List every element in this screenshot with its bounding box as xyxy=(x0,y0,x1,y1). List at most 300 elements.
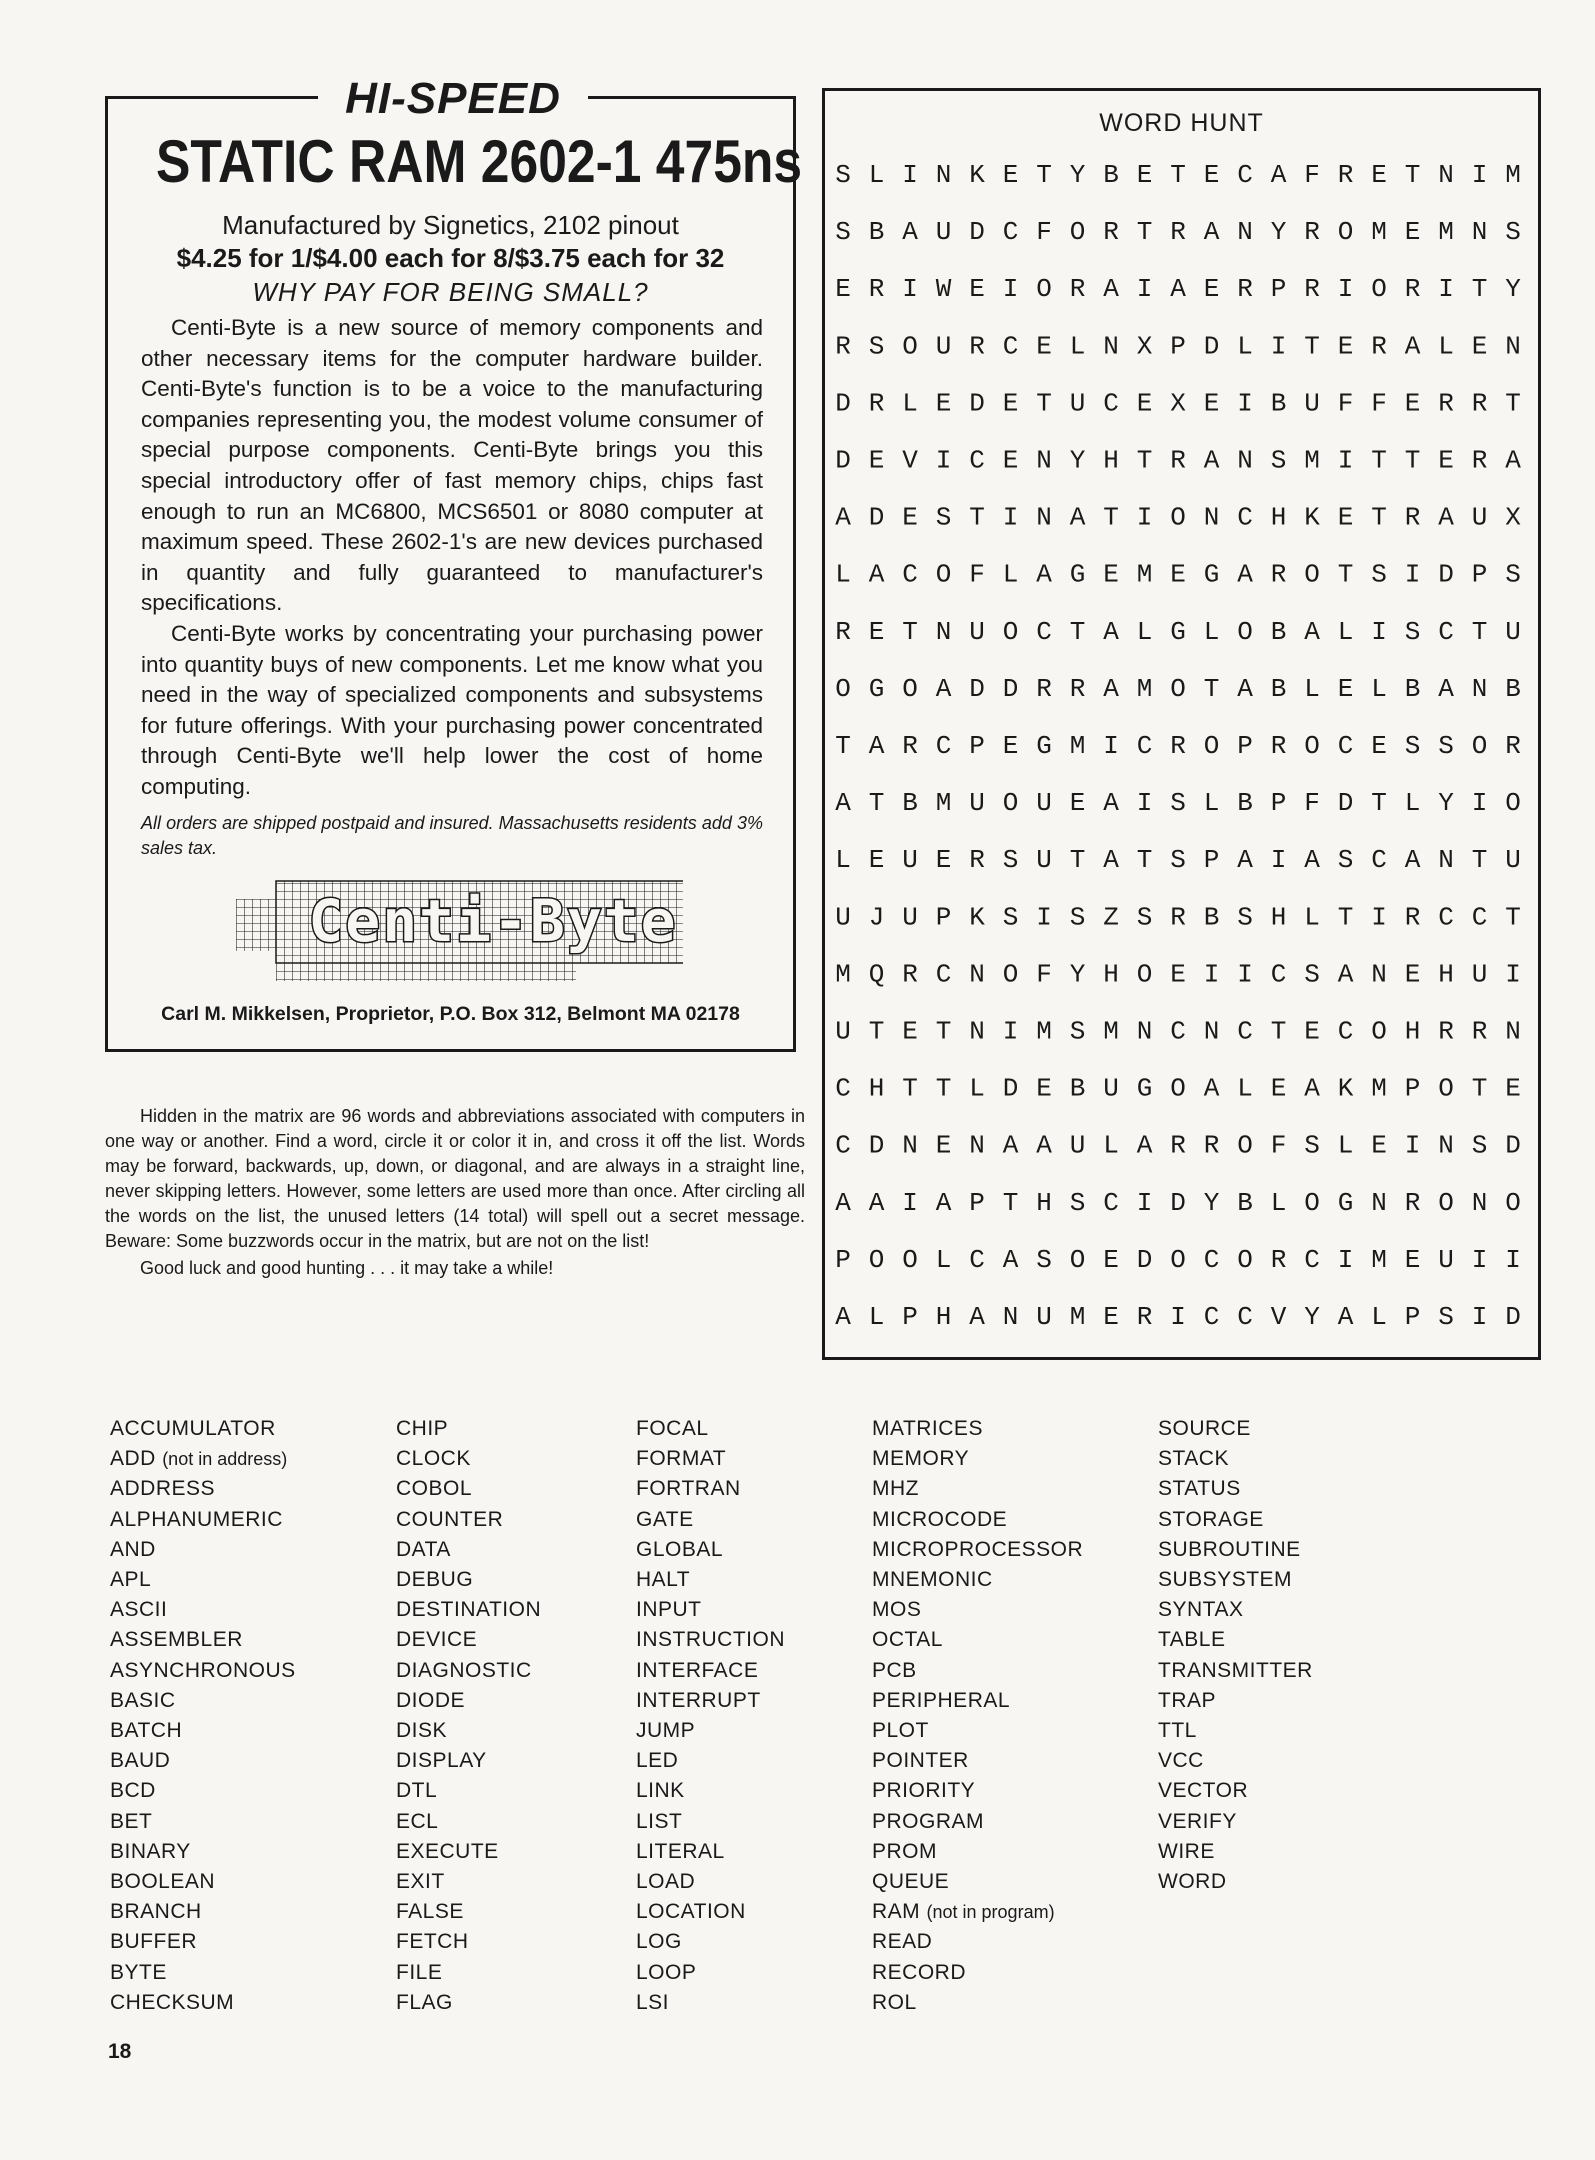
matrix-letter[interactable]: B xyxy=(1270,388,1287,419)
word-list-item[interactable] xyxy=(636,1927,785,1957)
matrix-letter[interactable]: T xyxy=(1404,160,1421,190)
matrix-letter[interactable]: O xyxy=(1069,1244,1086,1275)
matrix-letter[interactable]: R xyxy=(1170,445,1186,476)
matrix-letter[interactable]: E xyxy=(1404,217,1421,248)
matrix-letter[interactable]: O xyxy=(1170,1073,1186,1104)
matrix-letter[interactable]: S xyxy=(1136,902,1153,933)
matrix-letter[interactable]: S xyxy=(1505,559,1521,590)
matrix-letter[interactable]: E xyxy=(1337,502,1354,533)
matrix-letter[interactable]: C xyxy=(1237,502,1253,533)
matrix-letter[interactable]: K xyxy=(969,160,985,190)
matrix-letter[interactable]: A xyxy=(835,788,851,819)
word-list-item[interactable] xyxy=(636,1958,785,1988)
matrix-letter[interactable]: I xyxy=(1270,331,1287,362)
matrix-letter[interactable]: E xyxy=(1505,1073,1521,1104)
matrix-letter[interactable]: M xyxy=(1304,445,1320,476)
word-list-item[interactable] xyxy=(110,1927,296,1957)
matrix-letter[interactable]: R xyxy=(1237,274,1253,305)
word-list-item[interactable] xyxy=(396,1414,541,1444)
matrix-letter[interactable]: U xyxy=(1036,788,1052,819)
matrix-letter[interactable]: C xyxy=(835,1073,851,1104)
word-list-item[interactable] xyxy=(1158,1535,1313,1565)
matrix-letter[interactable]: E xyxy=(1103,559,1119,590)
matrix-letter[interactable]: E xyxy=(1337,673,1354,704)
matrix-letter[interactable]: R xyxy=(902,731,918,761)
word-list-item[interactable] xyxy=(872,1656,1083,1686)
word-list-item[interactable] xyxy=(872,1444,1083,1474)
matrix-letter[interactable]: O xyxy=(1136,959,1153,990)
matrix-letter[interactable]: K xyxy=(1337,1073,1354,1104)
word-list-item[interactable] xyxy=(110,1686,296,1716)
matrix-letter[interactable]: X xyxy=(1505,502,1521,533)
matrix-letter[interactable]: M xyxy=(1371,1244,1387,1275)
matrix-letter[interactable]: O xyxy=(1304,731,1320,761)
matrix-letter[interactable]: S xyxy=(1337,845,1354,876)
matrix-letter[interactable]: I xyxy=(1471,1302,1488,1332)
matrix-letter[interactable]: U xyxy=(1438,1244,1454,1275)
matrix-letter[interactable]: O xyxy=(902,331,918,362)
matrix-letter[interactable]: S xyxy=(1069,902,1086,933)
matrix-letter[interactable]: I xyxy=(1438,274,1454,305)
matrix-letter[interactable]: T xyxy=(1170,160,1186,190)
word-list-item[interactable] xyxy=(636,1746,785,1776)
matrix-letter[interactable]: D xyxy=(835,388,851,419)
word-list-item[interactable] xyxy=(872,1927,1083,1957)
matrix-letter[interactable]: G xyxy=(1036,731,1052,761)
matrix-letter[interactable]: Y xyxy=(1270,217,1287,248)
matrix-letter[interactable]: A xyxy=(1337,959,1354,990)
matrix-letter[interactable]: N xyxy=(1036,502,1052,533)
matrix-letter[interactable]: E xyxy=(1002,731,1019,761)
matrix-letter[interactable]: C xyxy=(1103,388,1119,419)
word-list-item[interactable] xyxy=(872,1837,1083,1867)
matrix-letter[interactable]: U xyxy=(969,616,985,647)
matrix-letter[interactable]: C xyxy=(1103,1187,1119,1218)
matrix-letter[interactable]: N xyxy=(1505,1016,1521,1047)
matrix-letter[interactable]: L xyxy=(1337,1130,1354,1161)
matrix-letter[interactable]: A xyxy=(1505,445,1521,476)
matrix-letter[interactable]: E xyxy=(1404,388,1421,419)
word-list-item[interactable] xyxy=(110,1897,296,1927)
matrix-letter[interactable]: S xyxy=(1471,1130,1488,1161)
matrix-letter[interactable]: M xyxy=(1136,673,1153,704)
matrix-letter[interactable]: P xyxy=(1270,274,1287,305)
matrix-letter[interactable]: U xyxy=(902,902,918,933)
word-list-item[interactable] xyxy=(872,1595,1083,1625)
matrix-letter[interactable]: D xyxy=(1337,788,1354,819)
matrix-letter[interactable]: A xyxy=(1237,559,1253,590)
matrix-letter[interactable]: S xyxy=(935,502,952,533)
matrix-letter[interactable]: A xyxy=(1103,274,1119,305)
matrix-letter[interactable]: E xyxy=(935,388,952,419)
matrix-letter[interactable]: K xyxy=(969,902,985,933)
word-list-item[interactable] xyxy=(1158,1444,1313,1474)
matrix-letter[interactable]: E xyxy=(1002,160,1019,190)
word-list-item[interactable] xyxy=(110,1716,296,1746)
matrix-letter[interactable]: E xyxy=(1136,160,1153,190)
matrix-letter[interactable]: N xyxy=(1471,217,1488,248)
matrix-letter[interactable]: T xyxy=(1505,388,1521,419)
word-list-item[interactable] xyxy=(110,1746,296,1776)
matrix-letter[interactable]: D xyxy=(1002,1073,1019,1104)
matrix-letter[interactable]: B xyxy=(1404,673,1421,704)
matrix-letter[interactable]: E xyxy=(1036,331,1052,362)
matrix-letter[interactable]: R xyxy=(1304,217,1320,248)
matrix-letter[interactable]: E xyxy=(902,502,918,533)
word-list-item[interactable] xyxy=(636,1897,785,1927)
matrix-letter[interactable]: N xyxy=(1136,1016,1153,1047)
matrix-letter[interactable]: U xyxy=(1505,616,1521,647)
matrix-letter[interactable]: G xyxy=(1203,559,1220,590)
matrix-letter[interactable]: C xyxy=(1237,160,1253,190)
matrix-letter[interactable]: R xyxy=(1337,160,1354,190)
matrix-letter[interactable]: A xyxy=(835,502,851,533)
matrix-letter[interactable]: D xyxy=(969,388,985,419)
word-list-item[interactable] xyxy=(396,1505,541,1535)
matrix-letter[interactable]: N xyxy=(1471,673,1488,704)
matrix-letter[interactable]: E xyxy=(868,445,885,476)
matrix-letter[interactable]: D xyxy=(835,445,851,476)
matrix-letter[interactable]: R xyxy=(1438,388,1454,419)
word-list-item[interactable] xyxy=(1158,1746,1313,1776)
matrix-letter[interactable]: H xyxy=(868,1073,885,1104)
matrix-letter[interactable]: O xyxy=(1002,788,1019,819)
matrix-letter[interactable]: S xyxy=(835,160,851,190)
matrix-letter[interactable]: L xyxy=(902,388,918,419)
matrix-letter[interactable]: Y xyxy=(1069,959,1086,990)
word-list-item[interactable] xyxy=(110,1625,296,1655)
matrix-letter[interactable]: T xyxy=(1337,559,1354,590)
matrix-letter[interactable]: S xyxy=(1069,1187,1086,1218)
matrix-letter[interactable]: A xyxy=(1203,217,1220,248)
matrix-letter[interactable]: E xyxy=(1170,559,1186,590)
matrix-letter[interactable]: B xyxy=(1270,616,1287,647)
matrix-letter[interactable]: M xyxy=(835,959,851,990)
word-list-item[interactable] xyxy=(872,1474,1083,1504)
word-list-item[interactable] xyxy=(396,1988,541,2018)
matrix-letter[interactable]: C xyxy=(902,559,918,590)
word-list-item[interactable] xyxy=(1158,1867,1313,1897)
matrix-letter[interactable]: A xyxy=(902,217,918,248)
word-list-item[interactable] xyxy=(396,1625,541,1655)
matrix-letter[interactable]: H xyxy=(935,1302,952,1332)
matrix-letter[interactable]: T xyxy=(1371,445,1387,476)
matrix-letter[interactable]: L xyxy=(1337,616,1354,647)
matrix-letter[interactable]: Y xyxy=(1304,1302,1320,1332)
matrix-letter[interactable]: B xyxy=(868,217,885,248)
matrix-letter[interactable]: L xyxy=(935,1244,952,1275)
word-list-item[interactable] xyxy=(396,1776,541,1806)
matrix-letter[interactable]: N xyxy=(1471,1187,1488,1218)
word-list-item[interactable] xyxy=(636,1807,785,1837)
matrix-letter[interactable]: I xyxy=(902,274,918,305)
word-list-item[interactable] xyxy=(1158,1776,1313,1806)
word-list-item[interactable] xyxy=(1158,1656,1313,1686)
matrix-letter[interactable]: C xyxy=(1438,902,1454,933)
word-list-item[interactable] xyxy=(872,1776,1083,1806)
matrix-letter[interactable]: R xyxy=(969,331,985,362)
matrix-letter[interactable]: A xyxy=(1103,616,1119,647)
matrix-letter[interactable]: E xyxy=(1404,1244,1421,1275)
matrix-letter[interactable]: U xyxy=(1069,1130,1086,1161)
matrix-letter[interactable]: M xyxy=(1371,217,1387,248)
matrix-letter[interactable]: R xyxy=(902,959,918,990)
matrix-letter[interactable]: O xyxy=(1002,959,1019,990)
word-list-item[interactable] xyxy=(636,1535,785,1565)
matrix-letter[interactable]: T xyxy=(969,502,985,533)
word-list-item[interactable] xyxy=(636,1414,785,1444)
matrix-letter[interactable]: O xyxy=(835,673,851,704)
matrix-letter[interactable]: B xyxy=(1270,673,1287,704)
matrix-letter[interactable]: O xyxy=(935,559,952,590)
matrix-letter[interactable]: M xyxy=(1103,1016,1119,1047)
matrix-letter[interactable]: B xyxy=(1505,673,1521,704)
matrix-letter[interactable]: U xyxy=(1304,388,1320,419)
matrix-letter[interactable]: S xyxy=(1404,616,1421,647)
matrix-letter[interactable]: T xyxy=(1036,160,1052,190)
matrix-letter[interactable]: T xyxy=(1136,445,1153,476)
matrix-letter[interactable]: E xyxy=(902,1016,918,1047)
word-list-item[interactable] xyxy=(396,1565,541,1595)
matrix-letter[interactable]: L xyxy=(1371,1302,1387,1332)
matrix-letter[interactable]: H xyxy=(1270,902,1287,933)
word-list-item[interactable] xyxy=(110,1867,296,1897)
matrix-letter[interactable]: R xyxy=(835,616,851,647)
word-list-item[interactable] xyxy=(1158,1474,1313,1504)
matrix-letter[interactable]: R xyxy=(1471,1016,1488,1047)
word-list-item[interactable] xyxy=(872,1867,1083,1897)
word-list-item[interactable] xyxy=(110,1535,296,1565)
word-list-item[interactable] xyxy=(636,1565,785,1595)
matrix-letter[interactable]: N xyxy=(1438,160,1454,190)
matrix-letter[interactable]: R xyxy=(1170,902,1186,933)
matrix-letter[interactable]: A xyxy=(1304,616,1320,647)
matrix-letter[interactable]: N xyxy=(935,616,952,647)
matrix-letter[interactable]: Y xyxy=(1505,274,1521,305)
matrix-letter[interactable]: T xyxy=(868,1016,885,1047)
matrix-letter[interactable]: L xyxy=(1304,673,1320,704)
word-list-item[interactable] xyxy=(1158,1565,1313,1595)
matrix-letter[interactable]: A xyxy=(935,673,952,704)
matrix-letter[interactable]: I xyxy=(1136,788,1153,819)
matrix-letter[interactable]: O xyxy=(902,673,918,704)
matrix-letter[interactable]: R xyxy=(1371,331,1387,362)
matrix-letter[interactable]: N xyxy=(1203,502,1220,533)
word-list-item[interactable] xyxy=(110,1988,296,2018)
word-list-item[interactable] xyxy=(396,1656,541,1686)
matrix-letter[interactable]: N xyxy=(1371,1187,1387,1218)
word-list-item[interactable] xyxy=(396,1444,541,1474)
matrix-letter[interactable]: I xyxy=(1036,902,1052,933)
matrix-letter[interactable]: A xyxy=(835,1187,851,1218)
matrix-letter[interactable]: S xyxy=(1304,1130,1320,1161)
matrix-letter[interactable]: P xyxy=(1237,731,1253,761)
matrix-letter[interactable]: T xyxy=(1471,1073,1488,1104)
matrix-letter[interactable]: U xyxy=(1505,845,1521,876)
matrix-letter[interactable]: N xyxy=(935,160,952,190)
word-list-item[interactable] xyxy=(396,1474,541,1504)
word-list-item[interactable] xyxy=(872,1958,1083,1988)
matrix-letter[interactable]: T xyxy=(1203,673,1220,704)
matrix-letter[interactable]: I xyxy=(1471,788,1488,819)
matrix-letter[interactable]: O xyxy=(1069,217,1086,248)
matrix-letter[interactable]: N xyxy=(1438,845,1454,876)
matrix-letter[interactable]: E xyxy=(835,274,851,305)
matrix-letter[interactable]: U xyxy=(1036,1302,1052,1332)
matrix-letter[interactable]: T xyxy=(1036,388,1052,419)
matrix-letter[interactable]: T xyxy=(868,788,885,819)
matrix-letter[interactable]: L xyxy=(868,1302,885,1332)
matrix-letter[interactable]: O xyxy=(1438,1073,1454,1104)
matrix-letter[interactable]: R xyxy=(1505,731,1521,761)
matrix-letter[interactable]: P xyxy=(1404,1073,1421,1104)
matrix-letter[interactable]: L xyxy=(1237,1073,1253,1104)
matrix-letter[interactable]: R xyxy=(1069,673,1086,704)
matrix-letter[interactable]: A xyxy=(1103,845,1119,876)
word-list-item[interactable] xyxy=(872,1535,1083,1565)
matrix-letter[interactable]: O xyxy=(1170,502,1186,533)
matrix-letter[interactable]: R xyxy=(1404,274,1421,305)
matrix-letter[interactable]: M xyxy=(1036,1016,1052,1047)
matrix-letter[interactable]: X xyxy=(1136,331,1153,362)
matrix-letter[interactable]: R xyxy=(1438,1016,1454,1047)
matrix-letter[interactable]: D xyxy=(1170,1187,1186,1218)
matrix-letter[interactable]: B xyxy=(1103,160,1119,190)
matrix-letter[interactable]: S xyxy=(1002,902,1019,933)
matrix-letter[interactable]: D xyxy=(1002,673,1019,704)
matrix-letter[interactable]: R xyxy=(969,845,985,876)
matrix-letter[interactable]: S xyxy=(1371,559,1387,590)
matrix-letter[interactable]: A xyxy=(1438,673,1454,704)
matrix-letter[interactable]: O xyxy=(1337,217,1354,248)
matrix-letter[interactable]: L xyxy=(969,1073,985,1104)
matrix-letter[interactable]: P xyxy=(835,1244,851,1275)
matrix-letter[interactable]: T xyxy=(1471,616,1488,647)
matrix-letter[interactable]: S xyxy=(1505,217,1521,248)
matrix-letter[interactable]: G xyxy=(1337,1187,1354,1218)
matrix-letter[interactable]: A xyxy=(1203,445,1220,476)
matrix-letter[interactable]: A xyxy=(969,1302,985,1332)
matrix-letter[interactable]: B xyxy=(902,788,918,819)
matrix-letter[interactable]: A xyxy=(1404,331,1421,362)
matrix-letter[interactable]: I xyxy=(1337,274,1354,305)
matrix-letter[interactable]: O xyxy=(1304,1187,1320,1218)
matrix-letter[interactable]: B xyxy=(1203,902,1220,933)
matrix-letter[interactable]: N xyxy=(1505,331,1521,362)
matrix-letter[interactable]: C xyxy=(969,1244,985,1275)
matrix-letter[interactable]: E xyxy=(1371,731,1387,761)
matrix-letter[interactable]: O xyxy=(1203,731,1220,761)
word-list-item[interactable] xyxy=(1158,1716,1313,1746)
matrix-letter[interactable]: R xyxy=(1404,502,1421,533)
matrix-letter[interactable]: E xyxy=(1404,959,1421,990)
word-list-item[interactable] xyxy=(110,1776,296,1806)
matrix-letter[interactable]: U xyxy=(1471,959,1488,990)
matrix-letter[interactable]: S xyxy=(868,331,885,362)
matrix-letter[interactable]: R xyxy=(1170,1130,1186,1161)
matrix-letter[interactable]: I xyxy=(902,1187,918,1218)
matrix-letter[interactable]: I xyxy=(902,160,918,190)
matrix-letter[interactable]: A xyxy=(868,559,885,590)
matrix-letter[interactable]: E xyxy=(1103,1244,1119,1275)
matrix-letter[interactable]: O xyxy=(1438,1187,1454,1218)
matrix-letter[interactable]: L xyxy=(1136,616,1153,647)
word-list-item[interactable] xyxy=(872,1716,1083,1746)
matrix-letter[interactable]: I xyxy=(1371,616,1387,647)
matrix-letter[interactable]: A xyxy=(1304,845,1320,876)
matrix-letter[interactable]: P xyxy=(1170,331,1186,362)
matrix-letter[interactable]: B xyxy=(1237,1187,1253,1218)
word-list-item[interactable] xyxy=(1158,1837,1313,1867)
matrix-letter[interactable]: F xyxy=(1371,388,1387,419)
matrix-letter[interactable]: I xyxy=(1136,274,1153,305)
matrix-letter[interactable]: O xyxy=(1237,616,1253,647)
word-list-item[interactable] xyxy=(1158,1595,1313,1625)
word-list-item[interactable] xyxy=(396,1897,541,1927)
word-list-item[interactable] xyxy=(110,1958,296,1988)
matrix-letter[interactable]: I xyxy=(1002,1016,1019,1047)
matrix-letter[interactable]: M xyxy=(1505,160,1521,190)
matrix-letter[interactable]: H xyxy=(1270,502,1287,533)
word-list-item[interactable] xyxy=(636,1595,785,1625)
matrix-letter[interactable]: C xyxy=(1203,1244,1220,1275)
matrix-letter[interactable]: C xyxy=(1304,1244,1320,1275)
matrix-letter[interactable]: D xyxy=(868,502,885,533)
matrix-letter[interactable]: O xyxy=(1371,274,1387,305)
matrix-letter[interactable]: S xyxy=(835,217,851,248)
matrix-letter[interactable]: E xyxy=(1371,1130,1387,1161)
matrix-letter[interactable]: R xyxy=(835,331,851,362)
matrix-letter[interactable]: R xyxy=(1170,217,1186,248)
matrix-letter[interactable]: I xyxy=(1471,1244,1488,1275)
matrix-letter[interactable]: U xyxy=(935,331,952,362)
matrix-letter[interactable]: C xyxy=(1002,331,1019,362)
matrix-letter[interactable]: U xyxy=(1103,1073,1119,1104)
matrix-letter[interactable]: T xyxy=(1069,616,1086,647)
word-list-item[interactable] xyxy=(396,1807,541,1837)
word-list-item[interactable] xyxy=(110,1414,296,1444)
matrix-letter[interactable]: E xyxy=(1002,388,1019,419)
matrix-letter[interactable]: P xyxy=(1203,845,1220,876)
matrix-letter[interactable]: U xyxy=(902,845,918,876)
matrix-letter[interactable]: I xyxy=(1136,502,1153,533)
matrix-letter[interactable]: E xyxy=(1002,445,1019,476)
matrix-letter[interactable]: S xyxy=(1438,1302,1454,1332)
matrix-letter[interactable]: L xyxy=(1304,902,1320,933)
matrix-letter[interactable]: F xyxy=(1337,388,1354,419)
matrix-letter[interactable]: L xyxy=(1438,331,1454,362)
matrix-letter[interactable]: E xyxy=(1036,1073,1052,1104)
word-list-item[interactable] xyxy=(636,1837,785,1867)
matrix-letter[interactable]: J xyxy=(868,902,885,933)
matrix-letter[interactable]: I xyxy=(1371,902,1387,933)
matrix-letter[interactable]: I xyxy=(935,445,952,476)
word-list-item[interactable] xyxy=(872,1625,1083,1655)
matrix-letter[interactable]: G xyxy=(1069,559,1086,590)
matrix-letter[interactable]: F xyxy=(969,559,985,590)
matrix-letter[interactable]: S xyxy=(1036,1244,1052,1275)
matrix-letter[interactable]: N xyxy=(1002,1302,1019,1332)
matrix-letter[interactable]: A xyxy=(1237,673,1253,704)
matrix-letter[interactable]: S xyxy=(1304,959,1320,990)
matrix-letter[interactable]: L xyxy=(1270,1187,1287,1218)
matrix-letter[interactable]: F xyxy=(1036,959,1052,990)
matrix-letter[interactable]: G xyxy=(868,673,885,704)
matrix-letter[interactable]: O xyxy=(1170,1244,1186,1275)
word-list-item[interactable] xyxy=(396,1958,541,1988)
matrix-letter[interactable]: L xyxy=(868,160,885,190)
matrix-letter[interactable]: E xyxy=(868,616,885,647)
